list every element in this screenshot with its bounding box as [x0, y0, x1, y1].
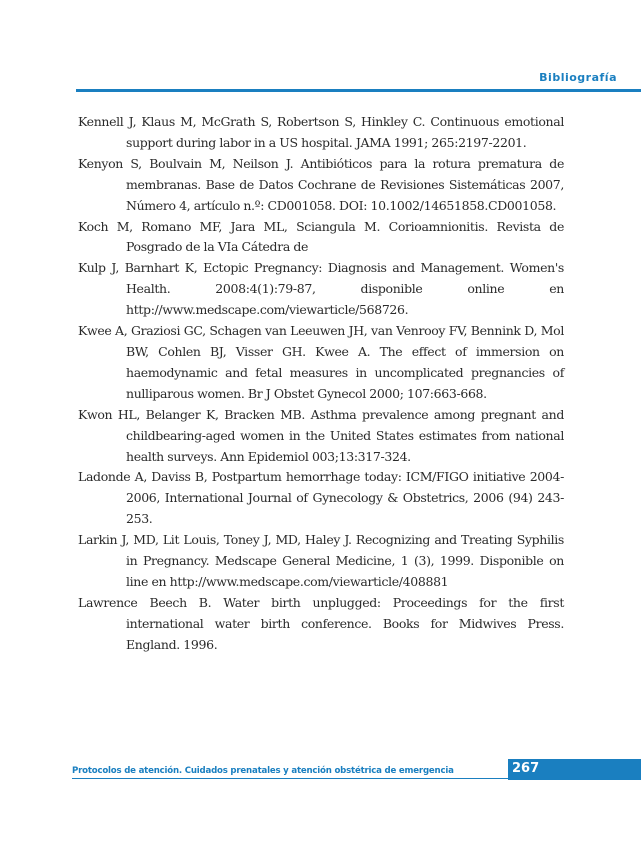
- reference-item: Lawrence Beech B. Water birth unplugged: Proceedings for the first international water birth conference. Books for Midwives Press. England. 1996.: [78, 594, 564, 652]
- reference-list: [78, 112, 564, 656]
- reference-item: Kenyon S, Boulvain M, Neilson J. Antibióticos para la rotura prematura de membranas. Base de Datos Cochrane de Revisiones Sistemáticas 2007, Número 4, artículo n.º: CD001058. DOI: 10.1002/14651858.CD001058.: [78, 155, 564, 213]
- page-number: 267: [512, 761, 540, 776]
- footer-rule: [72, 778, 508, 779]
- header-rule: [76, 89, 641, 92]
- section-title: Bibliografía: [539, 71, 617, 84]
- reference-item: Koch M, Romano MF, Jara ML, Sciangula M. Corioamnionitis. Revista de Posgrado de la VIa Cátedra de: [78, 218, 564, 255]
- reference-item: Larkin J, MD, Lit Louis, Toney J, MD, Haley J. Recognizing and Treating Syphilis in Pregnancy. Medscape General Medicine, 1 (3), 1999. Disponible on line en http://www.medscape.com/viewarticle/408881: [78, 532, 564, 589]
- reference-item: Kennell J, Klaus M, McGrath S, Robertson S, Hinkley C. Continuous emotional support during labor in a US hospital. JAMA 1991; 265:2197-2201.: [78, 114, 564, 150]
- reference-item: Kulp J, Barnhart K, Ectopic Pregnancy: Diagnosis and Management. Women's Health. 2008:4(1):79-87, disponible online en http://www.medscape.com/viewarticle/568726.: [78, 260, 564, 318]
- reference-item: Kwee A, Graziosi GC, Schagen van Leeuwen JH, van Venrooy FV, Bennink D, Mol BW, Cohlen BJ, Visser GH. Kwee A. The effect of immersion on haemodynamic and fetal measures in uncomplicated pregnancies of nulliparous women. Br J Obstet Gynecol 2000; 107:663-668.: [78, 323, 564, 401]
- reference-item: Kwon HL, Belanger K, Bracken MB. Asthma prevalence among pregnant and childbearing-aged women in the United States estimates from national health surveys. Ann Epidemiol 003;13:317-324.: [78, 406, 564, 464]
- publication-title: Protocolos de atención. Cuidados prenatales y atención obstétrica de emergencia: [72, 766, 454, 776]
- reference-item: Ladonde A, Daviss B, Postpartum hemorrhage today: ICM/FIGO initiative 2004-2006, International Journal of Gynecology & Obstetrics, 2006 (94) 243-253.: [78, 469, 564, 527]
